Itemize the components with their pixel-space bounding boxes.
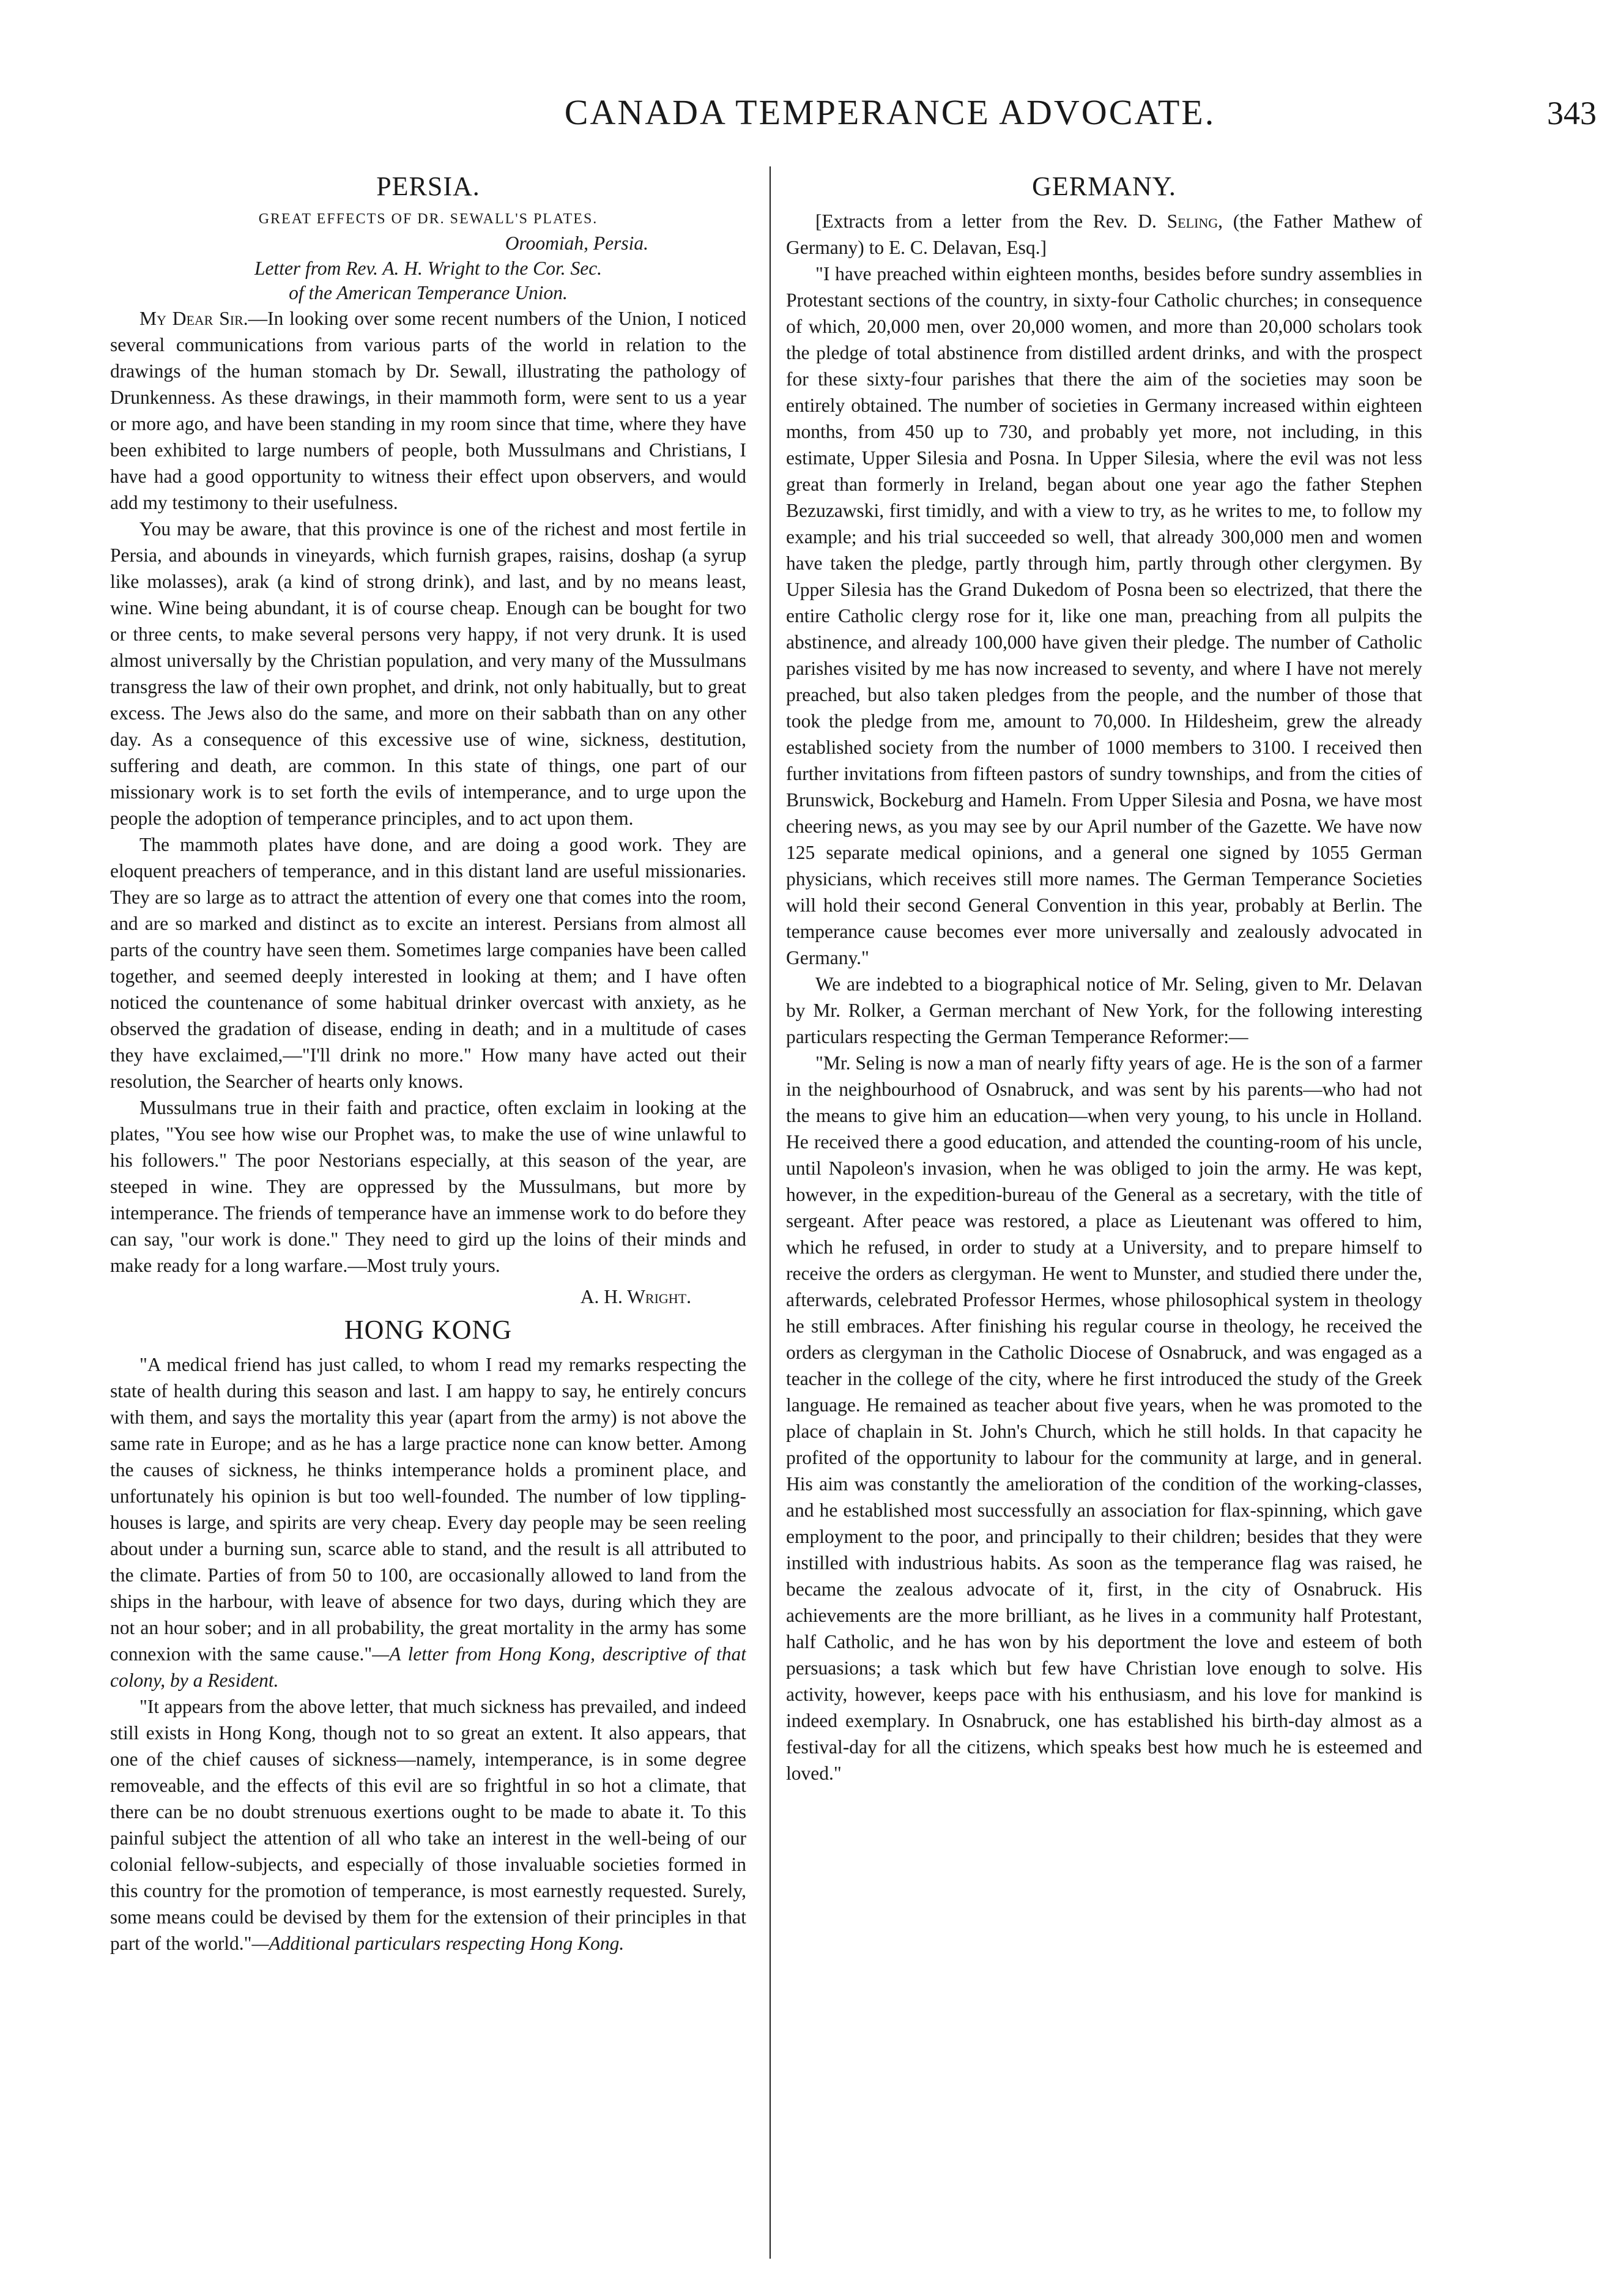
- persia-dateline: Oroomiah, Persia.: [505, 232, 648, 254]
- hong-kong-paragraph-1: [110, 1351, 746, 1693]
- running-head: [184, 92, 1597, 141]
- persia-paragraph-1: [110, 305, 746, 516]
- hong-kong-paragraph-2: [110, 1693, 746, 1956]
- persia-letter-line-1: Letter from Rev. A. H. Wright to the Cor. Sec.: [254, 258, 603, 279]
- hong-kong-heading: HONG KONG: [344, 1315, 513, 1345]
- column-divider: [770, 166, 771, 2259]
- persia-letter-line-2: of the American Temperance Union.: [289, 282, 568, 303]
- hong-kong-quote-2: "It appears from the above letter, that much sickness has prevailed, and indeed still exists in Hong Kong, though not to so great an extent. It also appears, that one of the chief causes of sickness—namely, intemperance, is in some degree removeable, and the effects of this evil are so frightful in so hot a climate, that there can be no doubt strenuous exertions ought to be made to abate it. To this painful subject the attention of all who take an interest in the well-being of our colonial fellow-subjects, and especially of those invaluable societies formed in this country for the promotion of temperance, is most earnestly requested. Surely, some means could be devised by them for the extension of their principles in that part of the world.": [110, 1696, 746, 1954]
- hong-kong-source-1: —A letter from Hong Kong, descriptive of that colony, by a Resident.: [110, 1643, 746, 1691]
- germany-intro-end: , (the Father Mathew of Germany) to E. C. Delavan, Esq.]: [786, 210, 1422, 258]
- persia-signature: A. H. Wright.: [580, 1286, 691, 1307]
- germany-intro: [786, 208, 1422, 261]
- persia-paragraph-1-text: —In looking over some recent numbers of the Union, I noticed several communications from various parts of the world in relation to the drawings of the human stomach by Dr. Sewall, illustrating the pathology of Drunkenness. As these drawings, in their mammoth form, were sent to us a year or more ago, and have been standing in my room since that time, where they have been exhibited to large numbers of people, both Mussulmans and Christians, I have had a good opportunity to witness their effect upon observers, and would add my testimony to their usefulness.: [110, 308, 746, 513]
- germany-paragraph-1: "I have preached within eighteen months, besides before sundry assemblies in Protestant sections of the country, in sixty-four Catholic churches; in consequence of which, 20,000 men, over 20,000 women, and more than 20,000 scholars took the pledge of total abstinence from distilled ardent drinks, and with the prospect for these sixty-four parishes that there the aim of the societies may soon be entirely obtained. The number of societies in Germany increased within eighteen months, from 450 up to 730, and probably yet more, not including, in this estimate, Upper Silesia and Posna. In Upper Silesia, where the evil was not less great than formerly in Ireland, began about one year ago the father Stephen Bezuzawski, first timidly, and with a view to try, as he writes to me, to follow my example; and his trial succeeded so well, that already 300,000 men and women have taken the pledge, partly through him, partly through other clergymen. By Upper Silesia has the Grand Dukedom of Posna been so electrized, that there the entire Catholic clergy rose for it, like one man, preaching from all pulpits the abstinence, and already 100,000 have given their pledge. The number of Catholic parishes visited by me has now increased to seventy, and where I have not merely preached, but also taken pledges from the people, and the number of those that took the pledge from me, amount to 70,000. In Hildesheim, grew the already established society from the number of 1000 members to 3100. I received then further invitations from fifteen pastors of sundry townships, and from the cities of Brunswick, Bockeburg and Hameln. From Upper Silesia and Posna, we have most cheering news, as you may see by our April number of the Gazette. We have now 125 separate medical opinions, and a general one signed by 1055 German physicians, which receives still more names. The German Temperance Societies will hold their second General Convention in this year, probably at Berlin. The temperance cause becomes ever more universally and zealously advocated in Germany.": [786, 263, 1422, 968]
- left-column: [110, 166, 746, 2259]
- page-number: 343: [1547, 95, 1597, 132]
- persia-paragraph-4: Mussulmans true in their faith and practice, often exclaim in looking at the plates, "You see how wise our Prophet was, to make the use of wine unlawful to his followers." The poor Nestorians especially, at this season of the year, are steeped in wine. They are oppressed by the Mussulmans, but more by intemperance. The friends of temperance have an immense work to do before they can say, "our work is done." They need to gird up the loins of their minds and make ready for a long warfare.—Most truly yours.: [110, 1097, 746, 1276]
- persia-salutation: My Dear Sir.: [139, 308, 248, 329]
- persia-subheading: GREAT EFFECTS OF DR. SEWALL'S PLATES.: [258, 211, 598, 227]
- hong-kong-source-2: —Additional particulars respecting Hong Kong.: [251, 1933, 625, 1954]
- right-column: [786, 166, 1422, 2259]
- germany-paragraph-3: "Mr. Seling is now a man of nearly fifty years of age. He is the son of a farmer in the neighbourhood of Osnabruck, and was sent by his parents—who had not the means to give him an education—when very young, to his uncle in Holland. He received there a good education, and attended the counting-room of his uncle, until Napoleon's invasion, when he was obliged to join the army. He was kept, however, in the expedition-bureau of the General as a secretary, with the title of sergeant. After peace was restored, a place as Lieutenant was offered to him, which he refused, in order to study at a University, and to prepare himself to receive the orders as clergyman. He went to Munster, and studied there under the, afterwards, celebrated Professor Hermes, whose philosophical system in theology he still embraces. After finishing his regular course in theology, he received the orders as clergyman in the Catholic Diocese of Osnabruck, and was engaged as a teacher in the college of the city, where he first introduced the study of the Greek language. He remained as teacher about five years, when he was promoted to the place of chaplain in St. John's Church, which he still holds. In that capacity he profited of the opportunity to labour for the community at large, and in general. His aim was constantly the amelioration of the condition of the working-classes, and he established most successfully an association for flax-spinning, which gave employment to the poor, and principally to their children; besides that they were instilled with industrious habits. As soon as the temperance flag was raised, he became the zealous advocate of it, first, in the city of Osnabruck. His achievements are the more brilliant, as he lives in a community half Protestant, half Catholic, and he has won by his deportment the love and esteem of both persuasions; a task which but few have Christian love enough to solve. His activity, however, keeps pace with his enthusiasm, and his love for mankind is indeed exemplary. In Osnabruck, one has established his birth-day almost as a festival-day for all the citizens, which speaks best how much he is esteemed and loved.": [786, 1052, 1422, 1784]
- publication-title: CANADA TEMPERANCE ADVOCATE.: [564, 92, 1216, 132]
- persia-paragraph-3: The mammoth plates have done, and are doing a good work. They are eloquent preachers of temperance, and in this distant land are useful missionaries. They are so large as to attract the attention of every one that comes into the room, and are so marked and distinct as to excite an interest. Persians from almost all parts of the country have seen them. Sometimes large companies have been called together, and seemed deeply interested in looking at them; and I have often noticed the countenance of some habitual drinker overcast with anxiety, as he observed the gradation of disease, ending in death; and in a multitude of cases they have exclaimed,—"I'll drink no more." How many have acted out their resolution, the Searcher of hearts only knows.: [110, 834, 746, 1092]
- hong-kong-quote-1: "A medical friend has just called, to whom I read my remarks respecting the state of health during this season and last. I am happy to say, he entirely concurs with them, and says the mortality this year (apart from the army) is not above the same rate in Europe; and as he has a large practice none can know better. Among the causes of sickness, he thinks intemperance holds a prominent place, and unfortunately his opinion is but too well-founded. The number of low tippling-houses is large, and spirits are very cheap. Every day people may be seen reeling about under a burning sun, scarce able to stand, and the result is all attributed to the climate. Parties of from 50 to 100, are occasionally allowed to land from the ships in the harbour, with leave of absence for two days, during which they are not an hour sober; and in all probability, the great mortality in the army has some connexion with the same cause.": [110, 1354, 746, 1665]
- persia-paragraph-2: You may be aware, that this province is one of the richest and most fertile in Persia, and abounds in vineyards, which furnish grapes, raisins, doshap (a syrup like molasses), arak (a kind of strong drink), and last, and by no means least, wine. Wine being abundant, it is of course cheap. Enough can be bought for two or three cents, to make several persons very happy, if not very drunk. It is used almost universally by the Christian population, and very many of the Mussulmans transgress the law of their own prophet, and drink, not only habitually, but to great excess. The Jews also do the same, and more on their sabbath than on any other day. As a consequence of this excessive use of wine, sickness, destitution, suffering and death, are common. In this state of things, one part of our missionary work is to set forth the evils of intemperance, and to urge upon the people the adoption of temperance principles, and to act upon them.: [110, 518, 746, 829]
- germany-paragraph-2: We are indebted to a biographical notice of Mr. Seling, given to Mr. Delavan by Mr. Rolker, a German merchant of New York, for the following interesting particulars respecting the German Temperance Reformer:—: [786, 973, 1422, 1047]
- germany-heading: GERMANY.: [1032, 171, 1176, 201]
- persia-heading: PERSIA.: [376, 171, 480, 201]
- germany-intro-start: [Extracts from a letter from the Rev. D.: [815, 210, 1167, 232]
- germany-intro-name: Seling: [1167, 210, 1219, 232]
